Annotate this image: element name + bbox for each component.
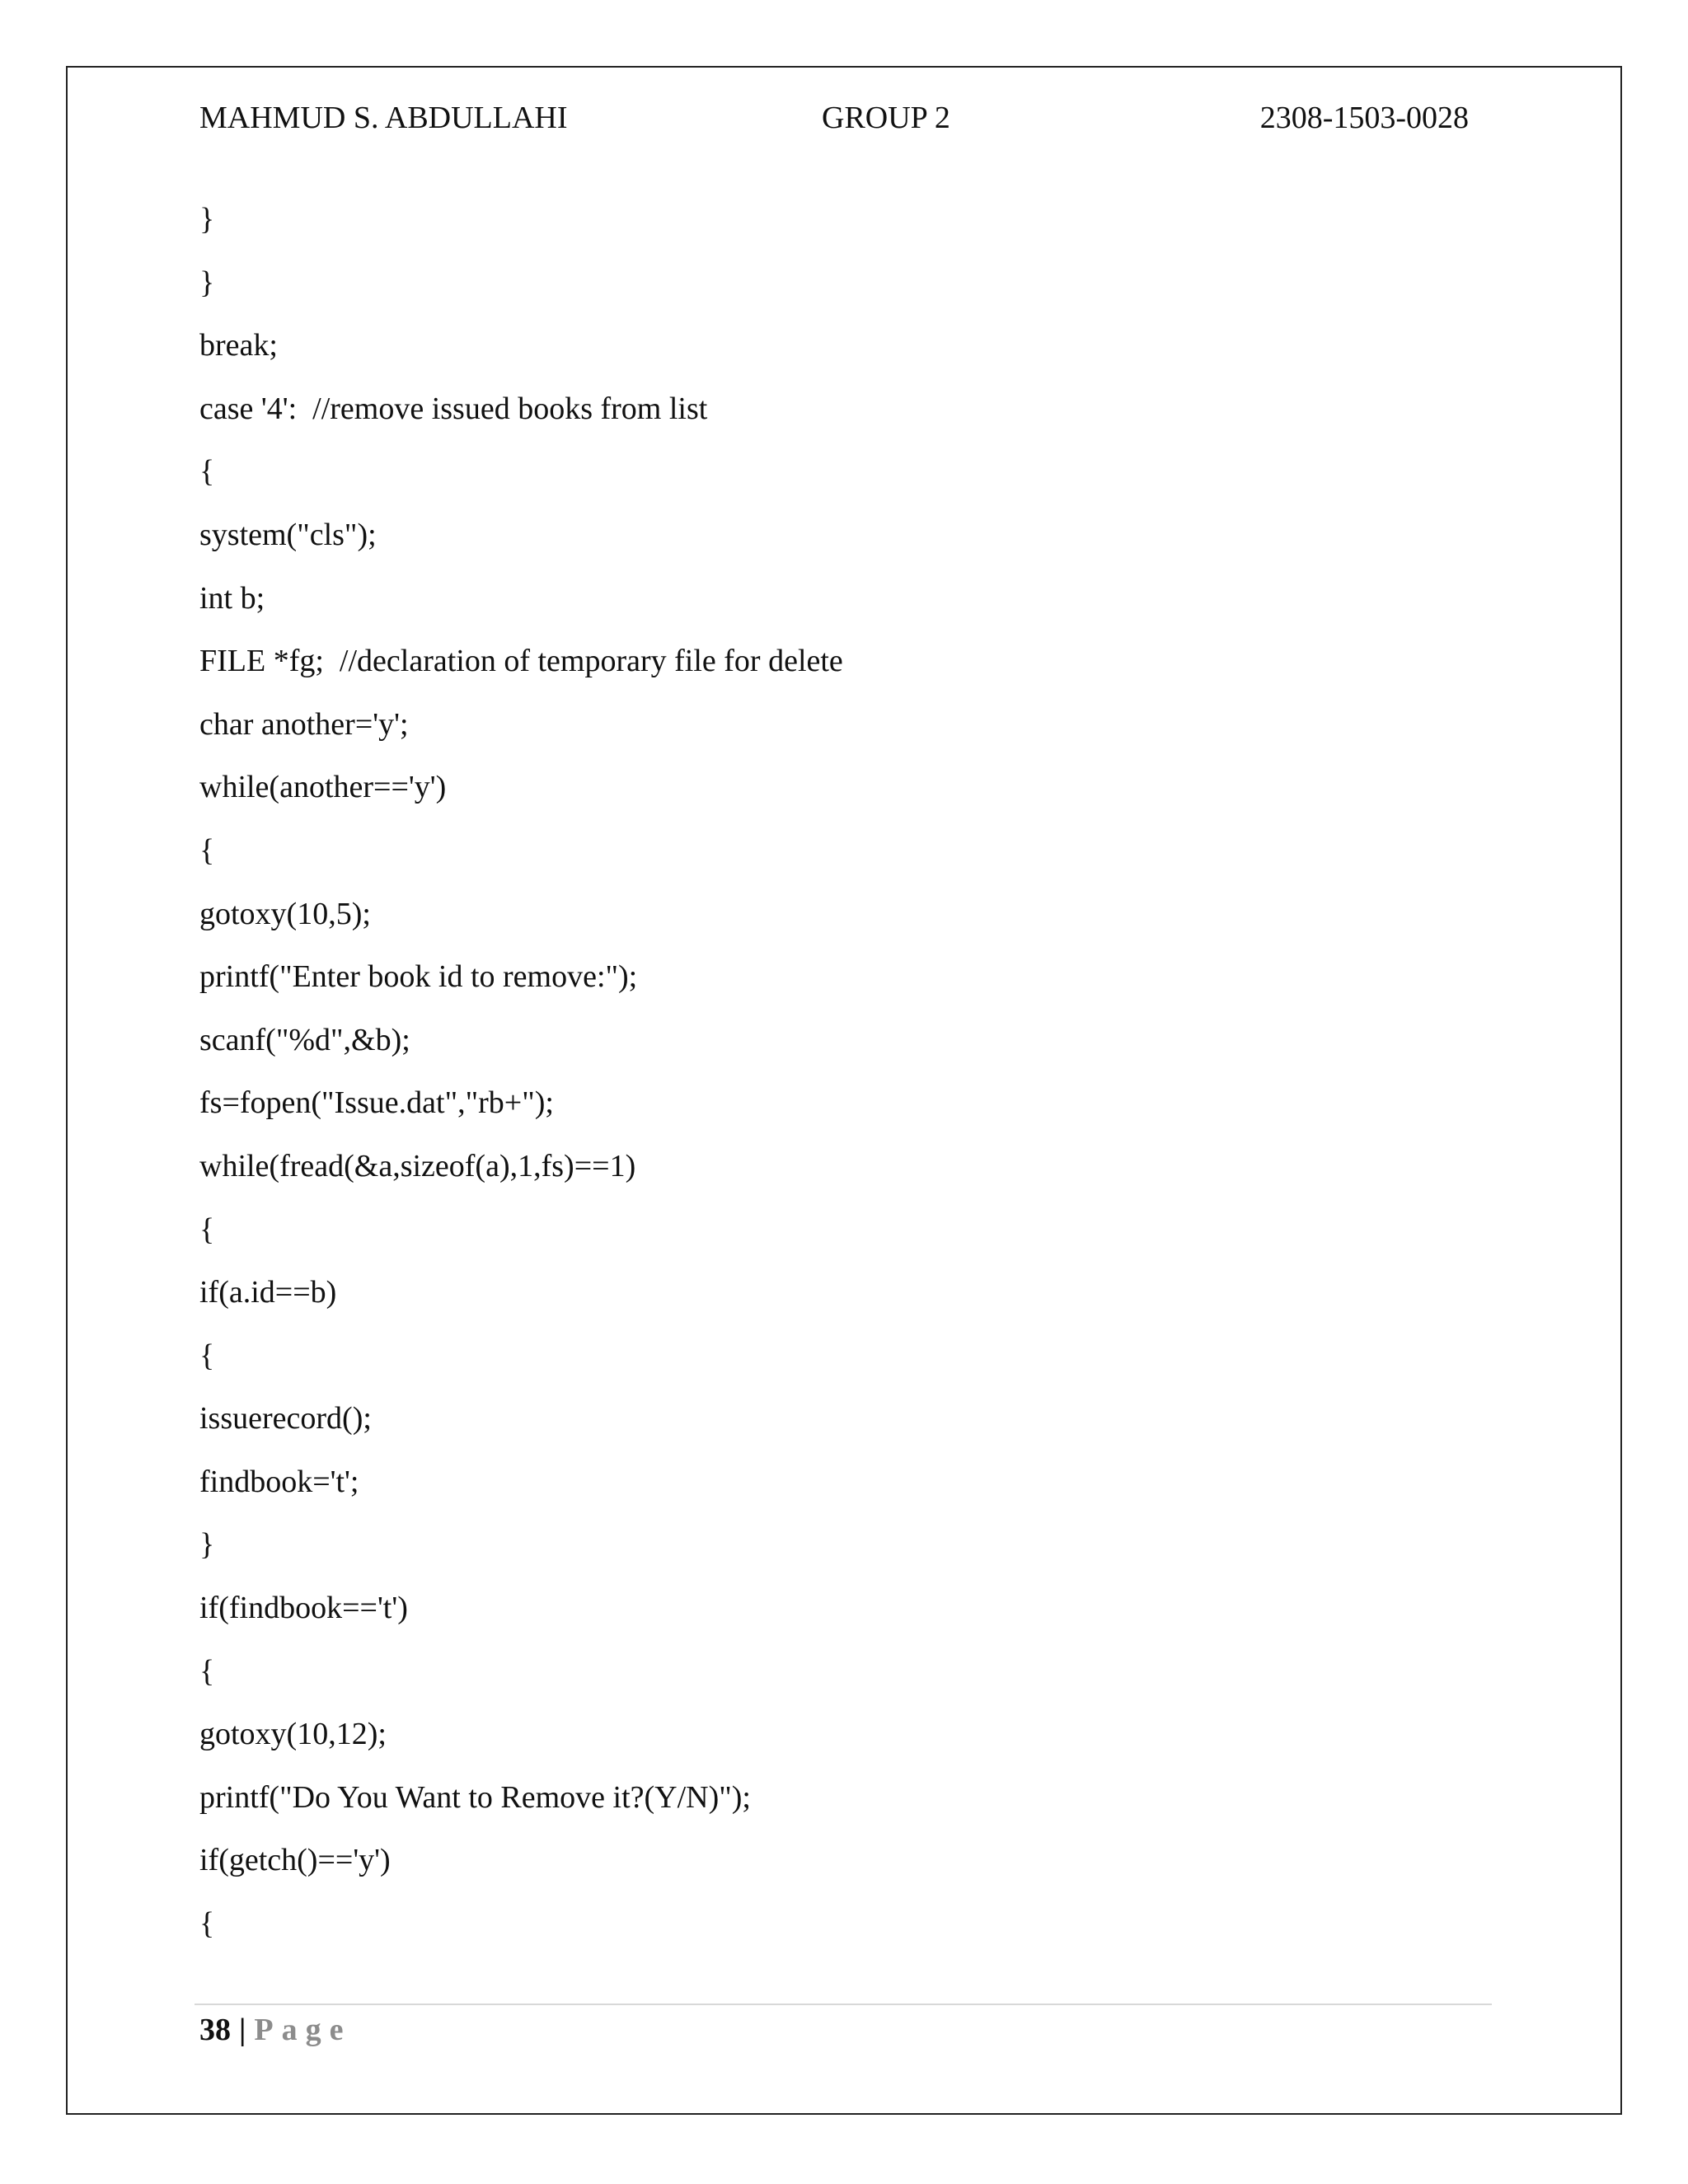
code-line: printf("Do You Want to Remove it?(Y/N)");: [199, 1779, 751, 1815]
code-line: issuerecord();: [199, 1401, 372, 1436]
code-line: fs=fopen("Issue.dat","rb+");: [199, 1085, 554, 1121]
code-line: {: [199, 1338, 215, 1373]
code-line: scanf("%d",&b);: [199, 1022, 410, 1057]
code-line: break;: [199, 328, 278, 363]
page-footer: [199, 2008, 351, 2051]
code-line: gotoxy(10,12);: [199, 1717, 387, 1752]
code-line: findbook='t';: [199, 1464, 359, 1499]
header-author: MAHMUD S. ABDULLAHI: [199, 101, 568, 135]
code-line: {: [199, 454, 215, 490]
code-line: FILE *fg; //declaration of temporary file for delete: [199, 644, 843, 679]
code-line: printf("Enter book id to remove:");: [199, 959, 638, 995]
code-line: {: [199, 1653, 215, 1689]
footer-separator: |: [239, 2013, 246, 2047]
page-header: [199, 97, 1469, 138]
header-group: GROUP 2: [822, 101, 950, 135]
footer-rule: [195, 2004, 1492, 2005]
code-line: if(findbook=='t'): [199, 1591, 408, 1626]
code-line: int b;: [199, 580, 265, 616]
code-line: }: [199, 1527, 215, 1563]
page-label: Page: [254, 2013, 352, 2047]
code-line: }: [199, 265, 215, 300]
code-line: {: [199, 1212, 215, 1247]
header-reg-number: 2308-1503-0028: [1259, 101, 1469, 135]
code-line: case '4': //remove issued books from list: [199, 391, 708, 426]
code-line: while(fread(&a,sizeof(a),1,fs)==1): [199, 1148, 636, 1183]
code-line: {: [199, 1906, 215, 1942]
code-line: if(getch()=='y'): [199, 1843, 391, 1878]
code-line: while(another=='y'): [199, 770, 447, 805]
code-line: system("cls");: [199, 517, 377, 552]
code-line: char another='y';: [199, 706, 409, 742]
code-line: if(a.id==b): [199, 1275, 337, 1310]
code-line: {: [199, 832, 215, 868]
code-line: gotoxy(10,5);: [199, 896, 371, 931]
code-listing: [199, 199, 1469, 1966]
code-line: }: [199, 202, 215, 237]
page-number: 38: [199, 2013, 231, 2047]
